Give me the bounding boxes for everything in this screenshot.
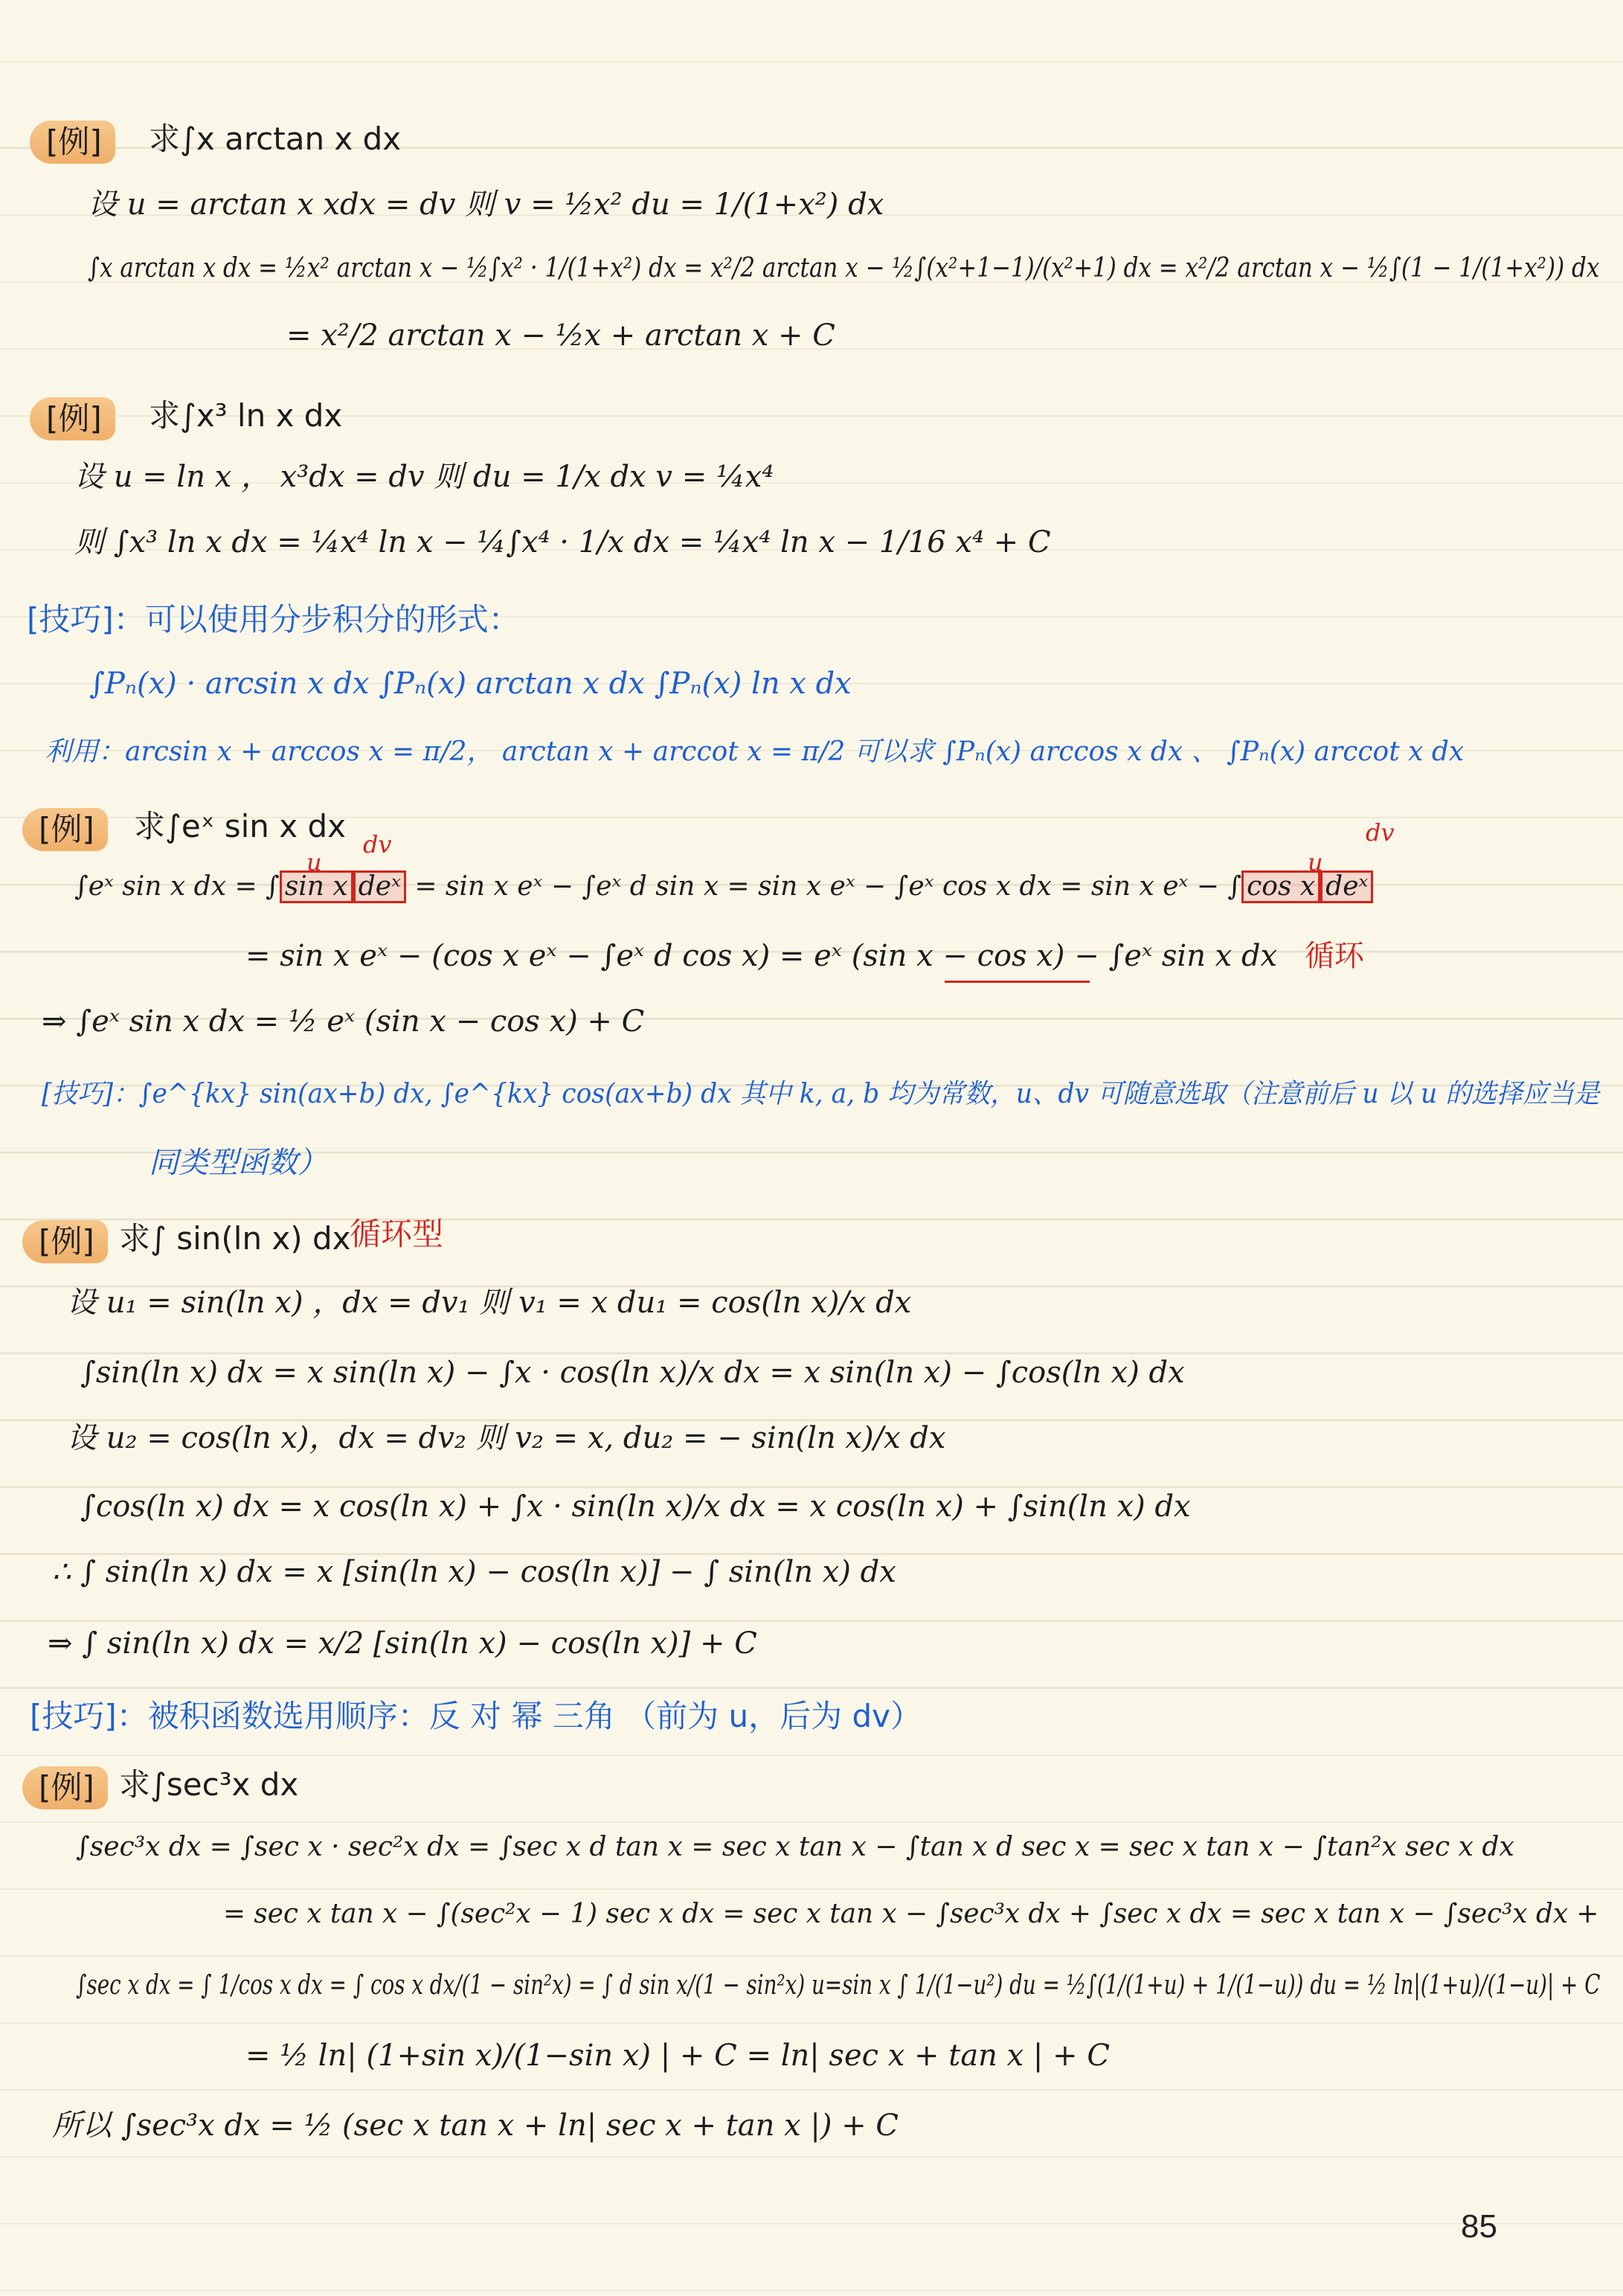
derivation-line <box>245 939 1364 973</box>
example-title: 求∫x³ ln x dx <box>149 397 343 434</box>
page-number: 85 <box>1461 2208 1497 2245</box>
expr-part: = sin x eˣ − ∫eˣ d sin x = sin x eˣ − ∫eˣ cos x dx = sin x eˣ − ∫ <box>405 871 1242 902</box>
example-title: 求∫ sin(ln x) dx <box>119 1220 351 1257</box>
example-title: 求∫sec³x dx <box>119 1766 299 1803</box>
derivation-line <box>74 870 1373 903</box>
dv-box: deˣ <box>1320 870 1373 903</box>
u-label: u <box>1308 848 1323 876</box>
example-tag: [例] <box>30 397 115 440</box>
expr-part: ∫eˣ sin x dx = ∫ <box>74 871 280 902</box>
derivation-line: ∫sin(ln x) dx = x sin(ln x) − ∫x · cos(ln x)/x dx = x sin(ln x) − ∫cos(ln x) dx <box>80 1356 1185 1390</box>
derivation-line: 设 u = arctan x xdx = dv 则 v = ½x² du = 1/(1+x²) dx <box>88 187 884 222</box>
example-tag: [例] <box>30 121 115 164</box>
u-label: u <box>306 848 322 876</box>
example-tag: [例] <box>22 1766 108 1809</box>
dv-box: deˣ <box>353 870 406 903</box>
derivation-line: = sec x tan x − ∫(sec²x − 1) sec x dx = sec x tan x − ∫sec³x dx + ∫sec x dx = sec x tan x − ∫sec³x dx + <box>223 1899 1599 1929</box>
type-note: 循环型 <box>350 1216 444 1252</box>
cycle-note: 循环 <box>1304 939 1364 973</box>
derivation-line: ∫sec³x dx = ∫sec x · sec²x dx = ∫sec x d tan x = sec x tan x − ∫tan x d sec x = sec x tan x − ∫tan²x sec x dx <box>76 1832 1514 1862</box>
tip-forms: ∫Pₙ(x) · arcsin x dx ∫Pₙ(x) arctan x dx ∫Pₙ(x) ln x dx <box>89 667 852 701</box>
result-line: ⇒ ∫eˣ sin x dx = ½ eˣ (sin x − cos x) + C <box>42 1004 645 1039</box>
derivation-line: ∴ ∫ sin(ln x) dx = x [sin(ln x) − cos(ln x)] − ∫ sin(ln x) dx <box>52 1555 896 1589</box>
u-box: sin x <box>280 870 353 903</box>
derivation-line: 则 ∫x³ ln x dx = ¼x⁴ ln x − ¼∫x⁴ · 1/x dx = ¼x⁴ ln x − 1/16 x⁴ + C <box>74 525 1051 559</box>
derivation-line: ∫x arctan x dx = ½x² arctan x − ½∫x² · 1/(1+x²) dx = x²/2 arctan x − ½∫(x²+1−1)/(x²+1) dx = x²/2 arctan x − ½∫(1 − 1/(1+x²)) dx <box>88 253 1600 283</box>
example-title: 求∫x arctan x dx <box>149 121 402 157</box>
tip-line: 同类型函数） <box>149 1146 327 1180</box>
expr-part: = sin x eˣ − (cos x eˣ − ∫eˣ d cos x) = eˣ (sin x − cos x) − ∫eˣ sin x dx <box>245 939 1278 973</box>
derivation-line: = ½ ln| (1+sin x)/(1−sin x) | + C = ln| sec x + tan x | + C <box>245 2039 1110 2073</box>
example-tag: [例] <box>22 808 108 851</box>
tip-title: [技巧]：可以使用分步积分的形式： <box>27 601 520 638</box>
example-title: 求∫eˣ sin x dx <box>134 808 346 844</box>
derivation-line: ∫cos(ln x) dx = x cos(ln x) + ∫x · sin(ln x)/x dx = x cos(ln x) + ∫sin(ln x) dx <box>80 1489 1191 1524</box>
tip-usage: 利用：arcsin x + arccos x = π/2， arctan x + arccot x = π/2 可以求 ∫Pₙ(x) arccos x dx 、 ∫Pₙ(x) arccot x dx <box>45 737 1465 767</box>
tip-line: [技巧]：∫e^{kx} sin(ax+b) dx, ∫e^{kx} cos(ax+b) dx 其中 k, a, b 均为常数，u、dv 可随意选取（注意前后 u 以 u 的选择应当是 <box>42 1079 1600 1109</box>
derivation-line: = x²/2 arctan x − ½x + arctan x + C <box>286 318 835 353</box>
dv-label: dv <box>363 830 392 859</box>
cycle-underline <box>945 981 1090 983</box>
u-box: cos x <box>1241 870 1320 903</box>
result-line: 所以 ∫sec³x dx = ½ (sec x tan x + ln| sec x + tan x |) + C <box>52 2109 899 2143</box>
example-tag: [例] <box>22 1220 108 1263</box>
tip-title: [技巧]：被积函数选用顺序：反 对 幂 三角 （前为 u，后为 dv） <box>30 1698 922 1734</box>
derivation-line: ∫sec x dx = ∫ 1/cos x dx = ∫ cos x dx/(1 − sin²x) = ∫ d sin x/(1 − sin²x) u=sin x ∫ 1/(1−u²) du = ½∫(1/(1+u) + 1/(1−u)) du = ½ ln|(1+u)/(1−u)| + C <box>76 1970 1601 2001</box>
derivation-line: 设 u = ln x ， x³dx = dv 则 du = 1/x dx v = ¼x⁴ <box>74 460 774 494</box>
derivation-line: 设 u₂ = cos(ln x)，dx = dv₂ 则 v₂ = x, du₂ = − sin(ln x)/x dx <box>67 1421 946 1455</box>
result-line: ⇒ ∫ sin(ln x) dx = x/2 [sin(ln x) − cos(ln x)] + C <box>48 1626 757 1661</box>
derivation-line: 设 u₁ = sin(ln x) ，dx = dv₁ 则 v₁ = x du₁ = cos(ln x)/x dx <box>67 1286 912 1320</box>
dv-label: dv <box>1366 818 1395 847</box>
